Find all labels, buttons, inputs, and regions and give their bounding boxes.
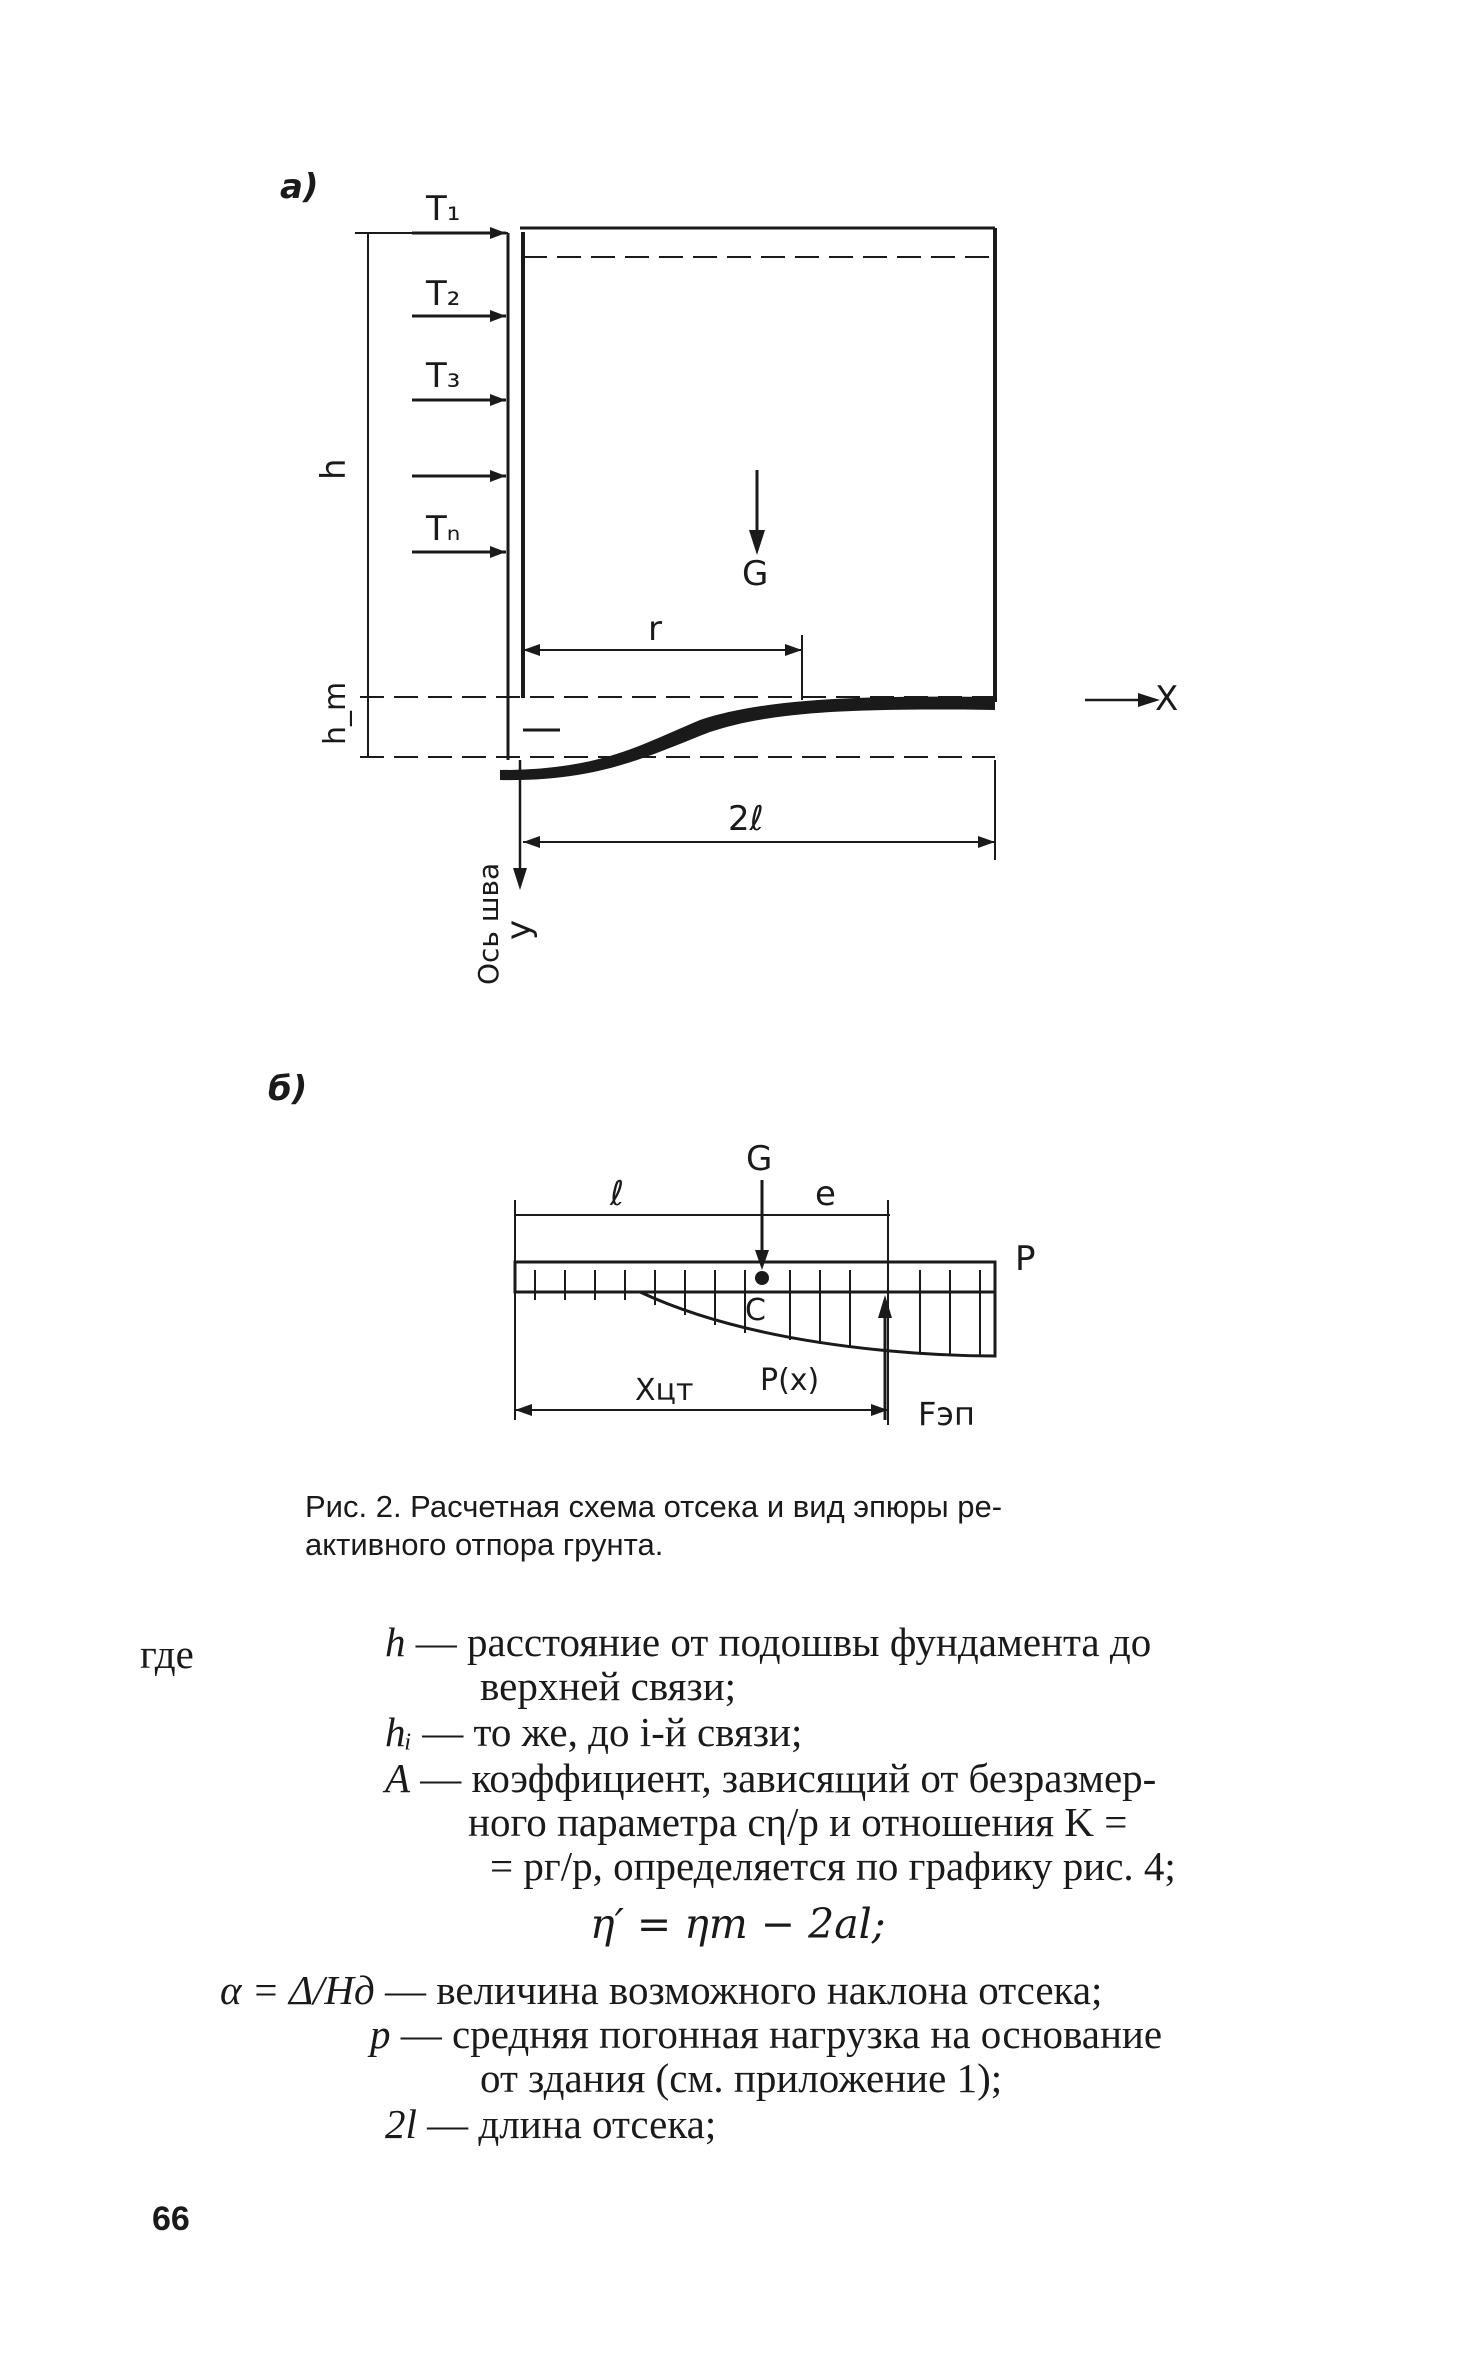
glossary-item-A-cont2: = pг/p, определяется по графику рис. 4; bbox=[490, 1843, 1176, 1889]
glossary-item-A-cont: ного параметра cη/p и отношения K = bbox=[468, 1799, 1128, 1845]
dim-r-label: r bbox=[648, 609, 662, 649]
label-Fem: Fэп bbox=[918, 1395, 975, 1433]
axis-x-label: X bbox=[1155, 679, 1179, 719]
y-axis-arrow bbox=[513, 868, 527, 890]
dim-e-label: e bbox=[815, 1174, 836, 1214]
glossary-item-h-cont: верхней связи; bbox=[480, 1663, 737, 1709]
panel-label-a: а) bbox=[280, 167, 319, 207]
glossary-item-hi: hᵢ — то же, до i-й связи; bbox=[385, 1709, 803, 1755]
force-label-1: T₁ bbox=[426, 189, 461, 229]
caption-line-1: Рис. 2. Расчетная схема отсека и вид эпюры ре- bbox=[305, 1489, 1003, 1524]
caption-line-2: активного отпора грунта. bbox=[305, 1527, 664, 1562]
label-P: P bbox=[1015, 1239, 1036, 1279]
label-C: C bbox=[745, 1293, 766, 1328]
glossary-intro: где bbox=[140, 1631, 194, 1677]
glossary-item-p: p — средняя погонная нагрузка на основание bbox=[370, 2011, 1163, 2057]
load-b-label: G bbox=[746, 1139, 773, 1179]
label-Px: P(x) bbox=[760, 1363, 820, 1398]
reaction-epure bbox=[515, 1292, 995, 1356]
centroid-dot bbox=[755, 1271, 769, 1285]
force-label-3: T₃ bbox=[426, 356, 461, 396]
glossary-symbol: h bbox=[385, 1619, 406, 1665]
uniform-load-band bbox=[515, 1262, 995, 1292]
force-label-2: T₂ bbox=[426, 274, 461, 314]
dim-2l-label: 2ℓ bbox=[728, 799, 764, 839]
dim-h-label: h bbox=[314, 458, 354, 480]
page-number: 66 bbox=[152, 2200, 190, 2238]
load-arrow-head bbox=[749, 530, 765, 555]
glossary-text: расстояние от подошвы фундамента до bbox=[467, 1619, 1152, 1665]
formula-eta: η′ = ηm − 2al; bbox=[590, 1900, 886, 1948]
dim-hm-label: h_m bbox=[318, 681, 353, 745]
seam-axis-label: Ось шва bbox=[472, 862, 505, 985]
glossary-item-h: h — расстояние от подошвы фундамента до bbox=[385, 1619, 1152, 1665]
soil-contact-zone bbox=[500, 697, 995, 781]
axis-y-label: y bbox=[499, 919, 539, 940]
glossary-item-alpha: α = Δ/Hд — величина возможного наклона отсека; bbox=[220, 1967, 1103, 2013]
glossary-item-A: A — коэффициент, зависящий от безразмер- bbox=[385, 1755, 1157, 1801]
figure-a bbox=[0, 0, 1465, 1060]
load-label-G: G bbox=[742, 554, 769, 594]
glossary-item-p-cont: от здания (см. приложение 1); bbox=[480, 2055, 1003, 2101]
figure-caption bbox=[305, 1488, 1205, 1564]
panel-label-b: б) bbox=[268, 1069, 308, 1109]
label-Xct: Xцт bbox=[635, 1373, 694, 1408]
dim-l-label: ℓ bbox=[610, 1174, 625, 1214]
glossary-item-2l: 2l — длина отсека; bbox=[385, 2101, 717, 2147]
force-label-4: Tₙ bbox=[426, 509, 461, 549]
